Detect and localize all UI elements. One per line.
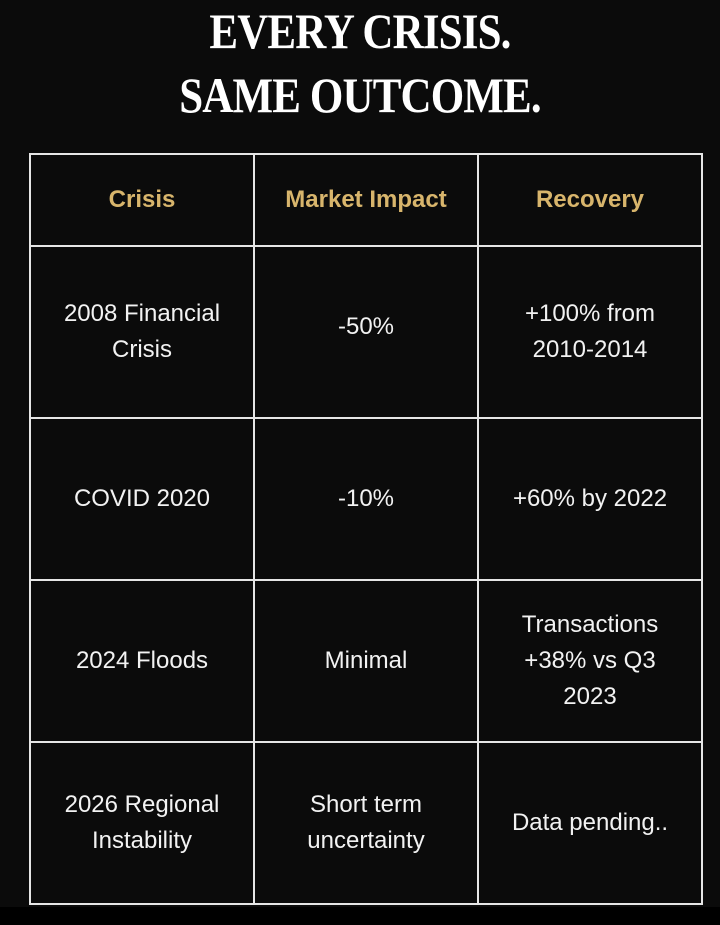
cell-market-impact xyxy=(254,246,478,418)
cell-market-impact xyxy=(254,580,478,742)
crisis-comparison-table xyxy=(29,153,703,905)
headline-line-2: SAME OUTCOME. xyxy=(179,67,541,123)
cell-text: 2026 Regional Instability xyxy=(64,791,220,854)
cell-text: +60% by 2022 xyxy=(512,485,668,512)
cell-text: -50% xyxy=(337,313,395,340)
cell-recovery xyxy=(478,418,702,580)
cell-text: 2008 Financial Crisis xyxy=(63,300,221,363)
header-crisis: Crisis xyxy=(30,154,254,246)
cell-text: -10% xyxy=(337,485,395,512)
table-row xyxy=(30,418,702,580)
cell-text: Short term uncertainty xyxy=(307,791,425,854)
cell-text: 2024 Floods xyxy=(75,647,209,674)
cell-recovery xyxy=(478,246,702,418)
header-market-impact: Market Impact xyxy=(254,154,478,246)
bottom-strip xyxy=(0,907,720,925)
cell-crisis xyxy=(30,246,254,418)
table-row xyxy=(30,246,702,418)
cell-text: Data pending.. xyxy=(511,809,669,836)
cell-text: COVID 2020 xyxy=(73,485,211,512)
header-recovery: Recovery xyxy=(478,154,702,246)
cell-text: Transactions +38% vs Q3 2023 xyxy=(521,611,659,710)
cell-crisis xyxy=(30,742,254,904)
cell-recovery xyxy=(478,742,702,904)
cell-text: Minimal xyxy=(324,647,408,674)
cell-text: +100% from 2010-2014 xyxy=(524,300,656,363)
table-header-row xyxy=(30,154,702,246)
table-row xyxy=(30,742,702,904)
headline-line-1: EVERY CRISIS. xyxy=(209,3,511,59)
cell-recovery xyxy=(478,580,702,742)
table-row xyxy=(30,580,702,742)
cell-market-impact xyxy=(254,418,478,580)
cell-crisis xyxy=(30,580,254,742)
cell-market-impact xyxy=(254,742,478,904)
cell-crisis xyxy=(30,418,254,580)
